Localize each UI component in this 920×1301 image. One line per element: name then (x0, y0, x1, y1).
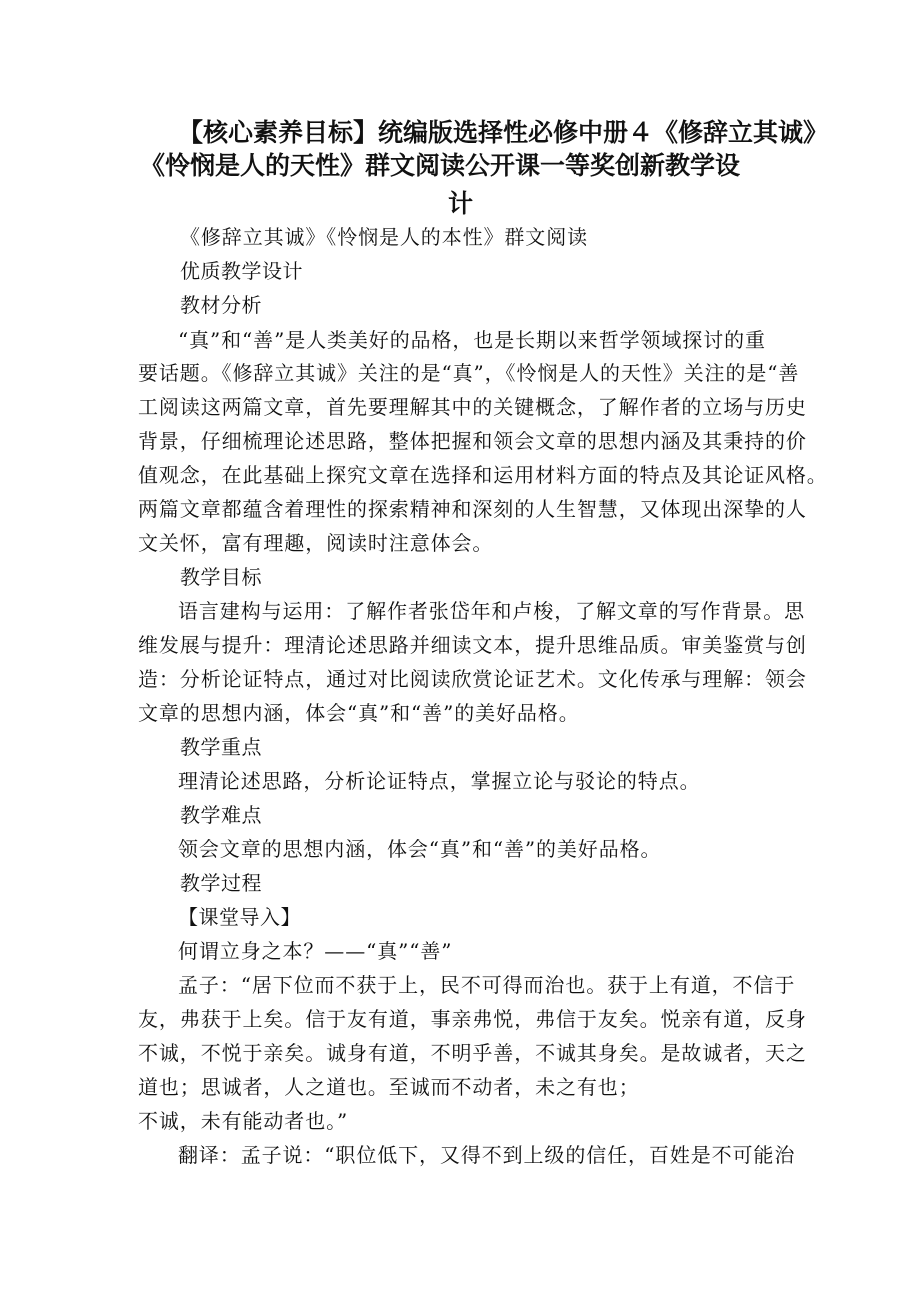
intro-question: 何谓立身之本？——“真”“善” (178, 939, 453, 963)
paragraph-line: 理清论述思路，分析论证特点，掌握立论与驳论的特点。 (178, 769, 701, 793)
paragraph-line: 维发展与提升：理清论述思路并细读文本，提升思维品质。审美鉴赏与创 (138, 633, 807, 657)
paragraph-line: 要话题。《修辞立其诚》关注的是“真”，《怜悯是人的天性》关注的是“善 (138, 361, 800, 385)
document-title-line-2: 《怜悯是人的天性》群文阅读公开课一等奖创新教学设 (140, 151, 741, 180)
quote-line: 孟子：“居下位而不获于上，民不可得而治也。获于上有道，不信于 (178, 973, 796, 997)
design-label: 优质教学设计 (180, 259, 303, 283)
subtitle: 《修辞立其诚》《怜悯是人的本性》群文阅读 (180, 225, 588, 249)
document-title-line-3: 计 (448, 189, 474, 218)
quote-line: 不诚，未有能动者也。” (138, 1109, 349, 1133)
paragraph-line: 两篇文章都蕴含着理性的探索精神和深刻的人生智慧，又体现出深挚的人 (138, 497, 807, 521)
paragraph-line: 领会文章的思想内涵，体会“真”和“善”的美好品格。 (178, 837, 662, 861)
section-heading-material: 教材分析 (180, 293, 262, 317)
paragraph-line: 工阅读这两篇文章，首先要理解其中的关键概念，了解作者的立场与历史 (138, 395, 807, 419)
paragraph-line: 文章的思想内涵，体会“真”和“善”的美好品格。 (138, 701, 580, 725)
paragraph-line: 语言建构与运用：了解作者张岱年和卢梭，了解文章的写作背景。思 (178, 599, 805, 623)
paragraph-line: 值观念，在此基础上探究文章在选择和运用材料方面的特点及其论证风格。 (138, 463, 828, 487)
paragraph-line: 背景，仔细梳理论述思路，整体把握和领会文章的思想内涵及其秉持的价 (138, 429, 807, 453)
translation-line: 翻译：孟子说：“职位低下，又得不到上级的信任，百姓是不可能治 (178, 1143, 796, 1167)
section-heading-process: 教学过程 (180, 871, 262, 895)
section-heading-key-points: 教学重点 (180, 735, 262, 759)
paragraph-line: 造：分析论证特点，通过对比阅读欣赏论证艺术。文化传承与理解：领会 (138, 667, 807, 691)
section-heading-difficulties: 教学难点 (180, 803, 262, 827)
section-heading-goals: 教学目标 (180, 565, 262, 589)
quote-line: 友，弗获于上矣。信于友有道，事亲弗悦，弗信于友矣。悦亲有道，反身 (138, 1007, 807, 1031)
document-title-line-1: 【核心素养目标】统编版选择性必修中册４《修辞立其诚》 (178, 118, 829, 147)
quote-line: 不诚，不悦于亲矣。诚身有道，不明乎善，不诚其身矣。是故诚者，天之 (138, 1041, 807, 1065)
paragraph-line: 文关怀，富有理趣，阅读时注意体会。 (138, 531, 494, 555)
paragraph-line: “真”和“善”是人类美好的品格，也是长期以来哲学领域探讨的重 (178, 328, 766, 352)
section-heading-intro: 【课堂导入】 (178, 905, 301, 929)
quote-line: 道也；思诚者，人之道也。至诚而不动者，未之有也； (138, 1075, 640, 1099)
